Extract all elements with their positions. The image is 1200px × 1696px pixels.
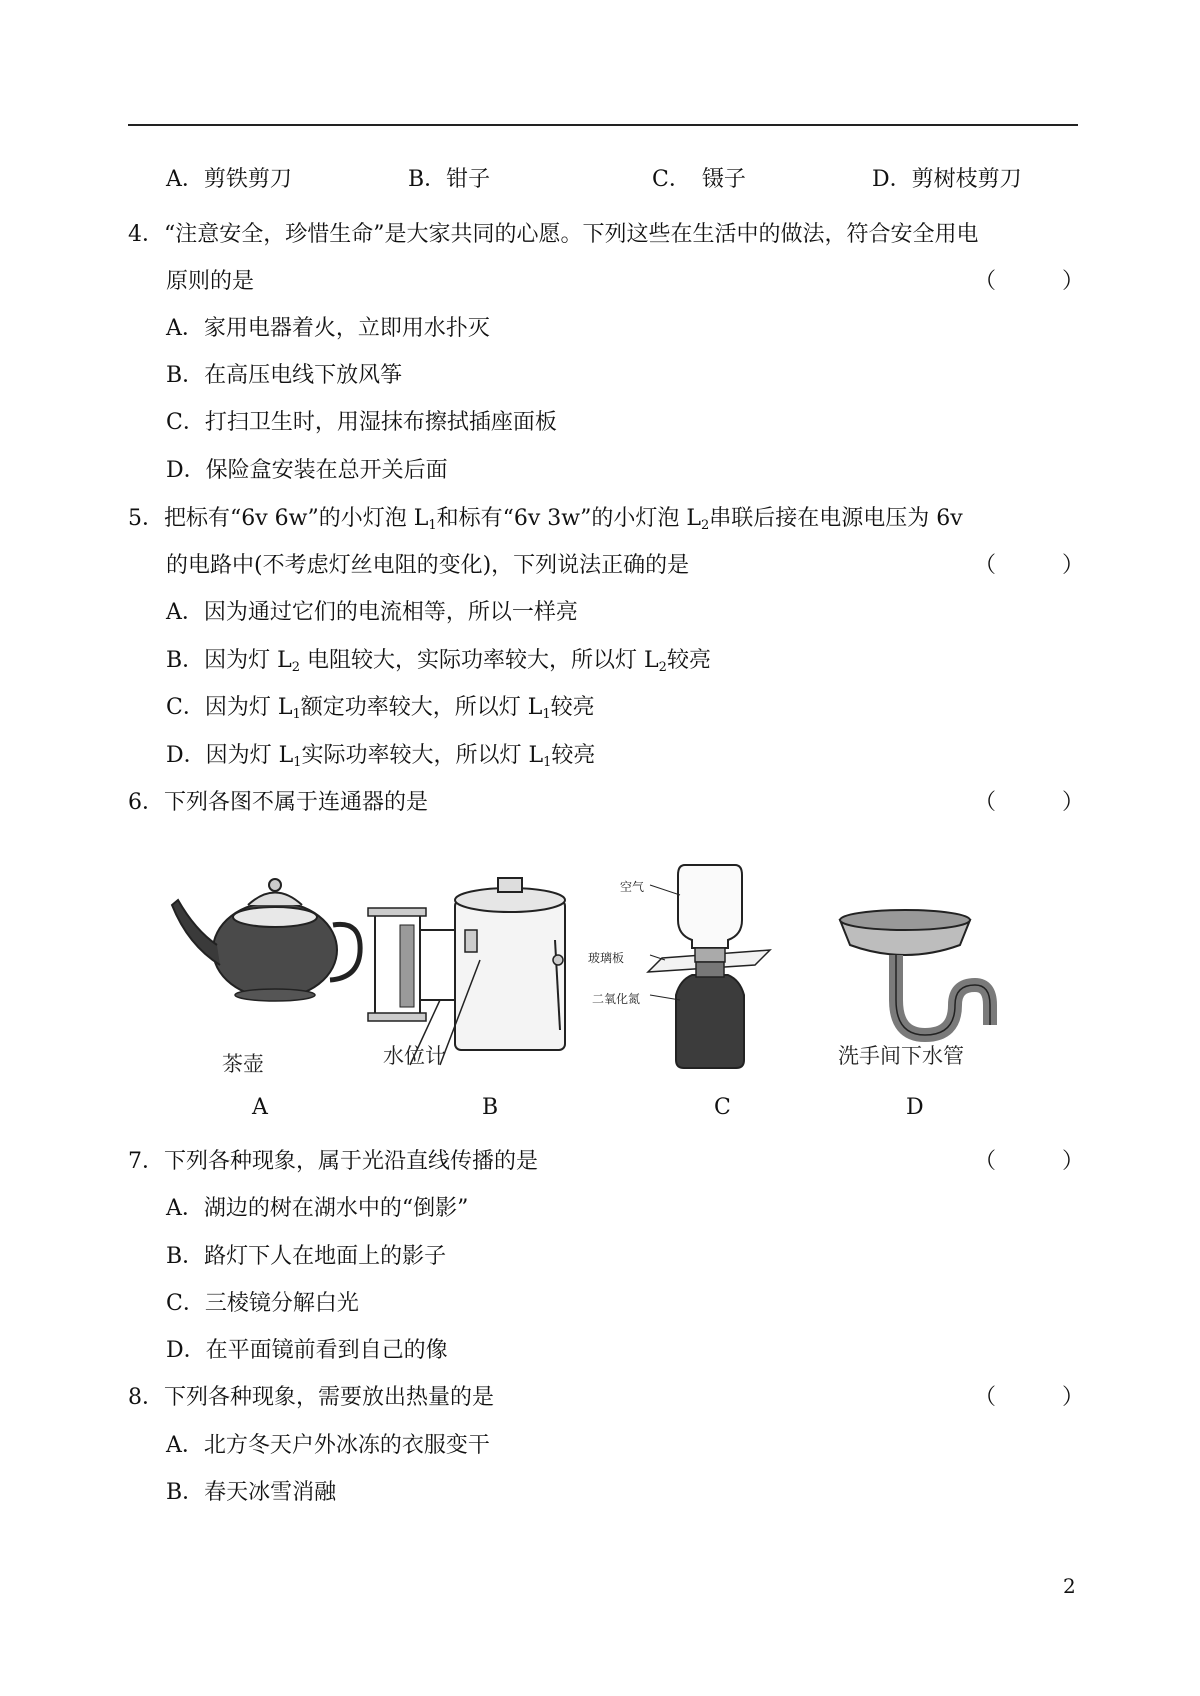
water-gauge-label: 水位计 — [383, 1044, 446, 1068]
teapot-label: 茶壶 — [222, 1052, 264, 1076]
q7-answer-blank: （ ） — [974, 1149, 1084, 1174]
q4-answer-blank: （ ） — [974, 269, 1084, 294]
q8-answer-blank: （ ） — [974, 1385, 1084, 1410]
teapot-illustration — [172, 879, 360, 1001]
figure-letter-a: A — [252, 1095, 268, 1120]
q8-stem: 8．下列各种现象，需要放出热量的是 — [128, 1385, 494, 1410]
q4-stem-line2: 原则的是 — [166, 269, 255, 294]
figure-letter-b: B — [482, 1095, 499, 1120]
q5-option-a: A．因为通过它们的电流相等，所以一样亮 — [166, 600, 578, 625]
gas-jars-illustration — [648, 865, 770, 1068]
q3-option-c: C． 镊子 — [652, 167, 746, 192]
q4-stem-line1: 4．“注意安全，珍惜生命”是大家共同的心愿。下列这些在生活中的做法，符合安全用电 — [128, 222, 979, 247]
water-gauge-illustration — [368, 878, 565, 1065]
q3-option-d: D．剪树枝剪刀 — [872, 167, 1022, 192]
q7-option-a: A．湖边的树在湖水中的“倒影” — [166, 1196, 469, 1221]
q8-option-a: A．北方冬天户外冰冻的衣服变干 — [166, 1433, 490, 1458]
q7-option-b: B．路灯下人在地面上的影子 — [166, 1244, 447, 1269]
q5-option-b: B．因为灯 $L_2$ 电阻较大，实际功率较大，所以灯 $L_2$较亮 — [166, 648, 711, 675]
figure-letter-d: D — [906, 1095, 924, 1120]
no2-label: 二氧化氮 — [592, 992, 641, 1006]
q7-option-d: D．在平面镜前看到自己的像 — [166, 1338, 448, 1363]
q7-option-c: C．三棱镜分解白光 — [166, 1291, 359, 1316]
q5-option-c: C．因为灯 $L_1$额定功率较大，所以灯 $L_1$较亮 — [166, 695, 595, 722]
drain-label: 洗手间下水管 — [838, 1044, 964, 1068]
q5-stem-line1: 5．把标有“6v 6w”的小灯泡 $L_1$和标有“6v 3w”的小灯泡 $L_2$串联后接在电源电压为 6v — [128, 506, 963, 533]
q4-option-a: A．家用电器着火，立即用水扑灭 — [166, 316, 490, 341]
q6-answer-blank: （ ） — [974, 790, 1084, 815]
q4-option-d: D．保险盒安装在总开关后面 — [166, 458, 448, 483]
page-number: 2 — [1063, 1574, 1076, 1598]
q5-answer-blank: （ ） — [974, 553, 1084, 578]
drain-pipe-illustration — [840, 910, 990, 1035]
q8-option-b: B．春天冰雪消融 — [166, 1480, 337, 1505]
air-label: 空气 — [620, 880, 645, 894]
q3-option-b: B．钳子 — [408, 167, 491, 192]
q4-option-c: C．打扫卫生时，用湿抹布擦拭插座面板 — [166, 410, 557, 435]
figure-letter-c: C — [714, 1095, 731, 1120]
q5-option-d: D．因为灯 $L_1$实际功率较大，所以灯 $L_1$较亮 — [166, 743, 596, 770]
q3-option-a: A．剪铁剪刀 — [166, 167, 292, 192]
glass-plate-label: 玻璃板 — [588, 951, 625, 965]
q6-stem: 6．下列各图不属于连通器的是 — [128, 790, 428, 815]
q4-option-b: B．在高压电线下放风筝 — [166, 363, 403, 388]
q5-stem-line2: 的电路中(不考虑灯丝电阻的变化)，下列说法正确的是 — [166, 553, 690, 578]
q7-stem: 7．下列各种现象，属于光沿直线传播的是 — [128, 1149, 538, 1174]
